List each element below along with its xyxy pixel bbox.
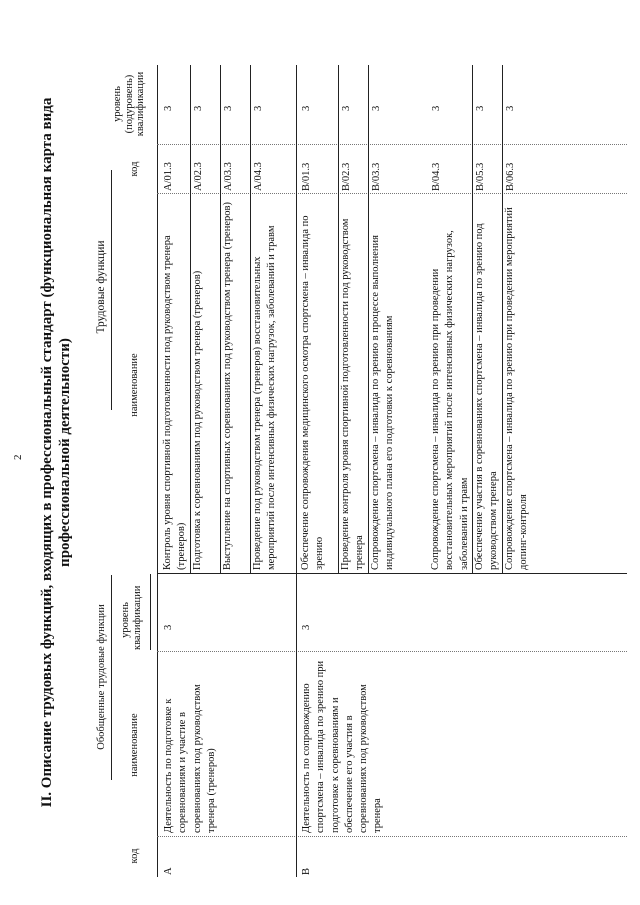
labor-function-level: 3: [371, 105, 382, 111]
labor-function-code: A/01.3: [163, 162, 174, 191]
generalized-code-a: A: [163, 867, 174, 875]
labor-function-level: 3: [505, 105, 516, 111]
labor-function-name: Обеспечение сопровождения медицинского осмотра спортсмена – инвалида по зрению: [300, 215, 326, 570]
col-header-code: код: [129, 848, 140, 864]
labor-function-code: B/05.3: [475, 162, 486, 191]
generalized-level-a: 3: [163, 624, 174, 630]
labor-function-name: Сопровождение спортсмена – инвалида по зрению при проведении восстановительных мероприятий после интенсивных физических нагрузок, заболеваний и травм: [430, 230, 470, 570]
labor-function-name: Проведение под руководством тренера (тренеров) восстановительных мероприятий после интенсивных физических нагрузок, заболеваний и травм: [252, 225, 278, 570]
labor-function-name: Сопровождение спортсмена – инвалида по зрению при проведении мероприятий допинг-контроля: [504, 207, 530, 570]
labor-header-rule: [111, 170, 112, 410]
labor-function-level: 3: [475, 105, 486, 111]
labor-functions-header: Трудовые функции: [95, 240, 107, 334]
labor-function-name: Проведение контроля уровня спортивной подготовленности под руководством тренера: [340, 218, 366, 570]
generalized-level-b: 3: [301, 624, 312, 630]
labor-function-name: Обеспечение участия в соревнованиях спортсмена – инвалида по зрению под руководством тренера: [474, 223, 500, 570]
labor-function-code: B/01.3: [301, 162, 312, 191]
generalized-name-b: Деятельность по сопровождению спортсмена – инвалида по зрению при подготовке к соревнованиям и обеспечение его участия в соревнованиях под руководством тренера: [301, 660, 384, 833]
labor-function-name: Выступление на спортивных соревнованиях под руководством тренера (тренеров): [222, 202, 233, 570]
labor-function-code: A/04.3: [253, 162, 264, 191]
labor-function-level: 3: [431, 105, 442, 111]
column-divider: [157, 836, 627, 837]
col-header-function-code: код: [129, 161, 140, 177]
labor-function-name: Подготовка к соревнованиям под руководством тренера (тренеров): [192, 270, 203, 570]
labor-function-level: 3: [193, 105, 204, 111]
level-header-rule: [150, 574, 151, 650]
labor-function-name: Сопровождение спортсмена – инвалида по зрению в процессе выполнения индивидуального плана его подготовки к соревнованиям: [370, 235, 396, 570]
section-title: [38, 0, 74, 905]
labor-function-code: B/04.3: [431, 162, 442, 191]
labor-function-code: B/02.3: [341, 162, 352, 191]
labor-function-code: A/03.3: [223, 162, 234, 191]
section-title-line-2: профессиональной деятельности): [57, 338, 73, 567]
labor-function-level: 3: [253, 105, 264, 111]
col-header-sublevel: уровень (подуровень) квалификации: [112, 71, 146, 137]
labor-function-code: B/06.3: [505, 162, 516, 191]
page-number: 2: [12, 454, 24, 460]
column-divider: [157, 651, 627, 652]
section-title-line-1: II. Описание трудовых функций, входящих в профессиональный стандарт (функциональная карта вида: [39, 97, 55, 808]
table-header-rule: [157, 65, 158, 877]
col-header-name: наименование: [129, 713, 140, 777]
labor-function-level: 3: [341, 105, 352, 111]
generalized-functions-header: Обобщенные трудовые функции: [96, 604, 107, 750]
labor-function-level: 3: [163, 105, 174, 111]
labor-function-code: B/03.3: [371, 162, 382, 191]
labor-function-name: Контроль уровня спортивной подготовленности под руководством тренера (тренеров): [162, 235, 188, 570]
column-divider: [157, 193, 627, 194]
column-divider: [157, 144, 627, 145]
generalized-header-rule: [111, 575, 112, 780]
col-header-level: уровень квалификации: [120, 585, 143, 650]
column-divider: [157, 573, 627, 574]
labor-function-level: 3: [223, 105, 234, 111]
col-header-function-name: наименование: [129, 353, 140, 417]
generalized-code-b: B: [301, 867, 312, 875]
group-divider: [296, 65, 297, 877]
labor-function-level: 3: [301, 105, 312, 111]
labor-function-code: A/02.3: [193, 162, 204, 191]
generalized-name-a: Деятельность по подготовке к соревнованиям и участие в соревнованиях под руководством тренера (тренеров): [163, 684, 217, 833]
